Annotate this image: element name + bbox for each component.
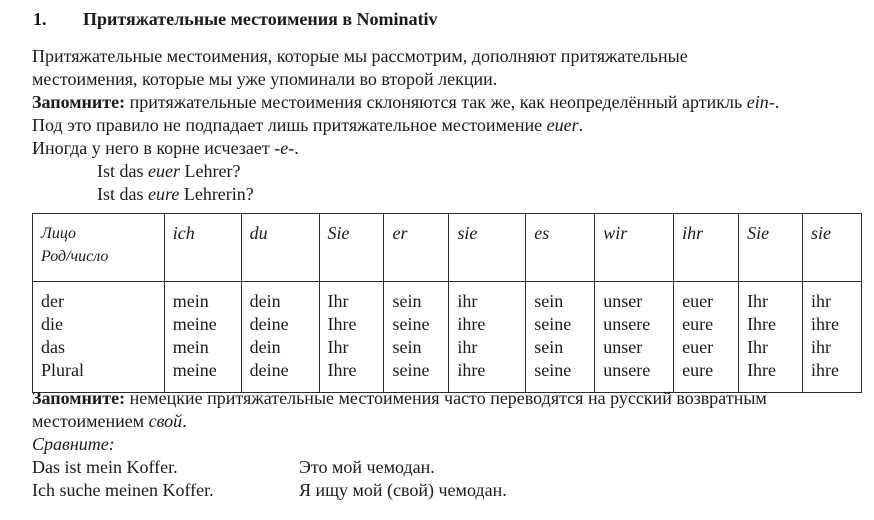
form-column [319,282,384,393]
table-corner-cell [33,214,165,282]
person-header: sie [802,214,861,282]
rule-text: Под это правило не подпадает лишь притяжательное местоимение [32,115,547,135]
example-2-pre: Ist das [97,184,148,204]
example-1-word: euer [148,161,180,181]
pronoun-form: unsere [603,314,651,334]
gender-label: das [41,337,65,357]
table-body-row [33,282,862,393]
gender-label: der [41,291,64,311]
remember-article: ein- [746,92,775,112]
person-header: wir [595,214,674,282]
pronoun-form: sein [392,291,422,311]
form-column [595,282,674,393]
person-header: ich [164,214,241,282]
pronoun-form: sein [392,337,422,357]
comparison-row [32,479,862,502]
reflexive-text: местоимением [32,411,149,431]
gender-column [33,282,165,393]
remember-label-2: Запомните: [32,388,126,408]
gender-label: Plural [41,360,84,380]
form-column [802,282,861,393]
intro-line-1: Притяжательные местоимения, которые мы рассмотрим, дополняют притяжательные [32,46,688,66]
table-header-row [33,214,862,282]
pronoun-form: deine [249,314,289,334]
example-2 [32,183,862,206]
person-header: Sie [739,214,803,282]
example-2-post: Lehrerin? [179,184,254,204]
pronoun-form: meine [172,360,217,380]
pronoun-form: seine [392,360,430,380]
form-column [164,282,241,393]
pronoun-form: mein [172,337,209,357]
reflexive-paragraph [32,410,862,433]
pronoun-form: ihr [457,337,478,357]
person-header: es [526,214,595,282]
remember-text: притяжательные местоимения склоняются так же, как неопределённый артикль [125,92,747,112]
pronoun-form: Ihre [327,314,357,334]
pronoun-form: ihr [810,337,831,357]
pronoun-form: unser [603,291,643,311]
root-end: . [294,138,299,158]
rule-paragraph [32,114,862,137]
pronoun-form: ihre [457,360,486,380]
pronoun-form: seine [534,360,572,380]
compare-label [32,433,862,456]
person-header: er [384,214,449,282]
pronoun-form: unsere [603,360,651,380]
pronoun-form: deine [249,360,289,380]
person-header: sie [449,214,526,282]
person-header: ihr [674,214,739,282]
pronoun-form: ihre [810,360,839,380]
pronoun-form: Ihre [747,360,777,380]
reflexive-end: . [182,411,187,431]
form-column [241,282,319,393]
person-header: Sie [319,214,384,282]
remember-label: Запомните: [32,92,126,112]
section-title: Притяжательные местоимения в Nominativ [83,9,438,29]
german-example: Ich suche meinen Koffer. [32,480,214,500]
form-column [384,282,449,393]
russian-translation: Я ищу мой (свой) чемодан. [299,480,507,500]
pronoun-form: ihr [810,291,831,311]
remember-end: . [774,92,780,112]
intro-text [32,45,862,206]
form-column [449,282,526,393]
after-table-text [32,387,862,502]
pronoun-form: Ihr [327,291,349,311]
rule-end: . [578,115,584,135]
root-text: Иногда у него в корне исчезает [32,138,275,158]
comparison-row [32,456,862,479]
pronoun-form: dein [249,337,281,357]
root-letter: -e- [274,138,295,158]
reflexive-word: свой [148,411,183,431]
example-2-word: eure [148,184,180,204]
german-example: Das ist mein Koffer. [32,457,178,477]
intro-line-2: местоимения, которые мы уже упоминали во второй лекции. [32,69,498,89]
pronoun-form: ihre [457,314,486,334]
example-1-post: Lehrer? [179,161,241,181]
pronoun-form: Ihr [747,291,769,311]
remember-paragraph-2 [32,387,862,410]
pronoun-form: Ihr [327,337,349,357]
pronoun-form: ihre [810,314,839,334]
russian-translation: Это мой чемодан. [299,457,435,477]
corner-label-gender: Род/число [41,248,109,265]
example-1 [32,160,862,183]
remember-text-2: немецкие притяжательные местоимения часто переводятся на русский возвратным [125,388,767,408]
person-header: du [241,214,319,282]
rule-word: euer [546,115,579,135]
pronoun-form: Ihre [327,360,357,380]
pronoun-form: eure [682,360,714,380]
pronoun-form: dein [249,291,281,311]
pronoun-form: seine [392,314,430,334]
form-column [526,282,595,393]
pronoun-form: Ihre [747,314,777,334]
corner-label-person: Лицо [41,225,77,242]
root-paragraph [32,137,862,160]
section-heading [33,8,438,31]
pronoun-form: euer [682,337,714,357]
pronoun-form: ihr [457,291,478,311]
pronoun-form: meine [172,314,217,334]
possessive-pronoun-table [32,213,862,393]
pronoun-form: seine [534,314,572,334]
remember-paragraph [32,91,862,114]
compare-label-text: Сравните: [32,434,115,454]
section-number: 1. [33,9,47,29]
example-1-pre: Ist das [97,161,148,181]
pronoun-form: sein [534,337,564,357]
pronoun-form: unser [603,337,643,357]
form-column [674,282,739,393]
pronoun-form: eure [682,314,714,334]
form-column [739,282,803,393]
pronoun-form: Ihr [747,337,769,357]
gender-label: die [41,314,63,334]
pronoun-form: euer [682,291,714,311]
pronoun-form: mein [172,291,209,311]
pronoun-form: sein [534,291,564,311]
